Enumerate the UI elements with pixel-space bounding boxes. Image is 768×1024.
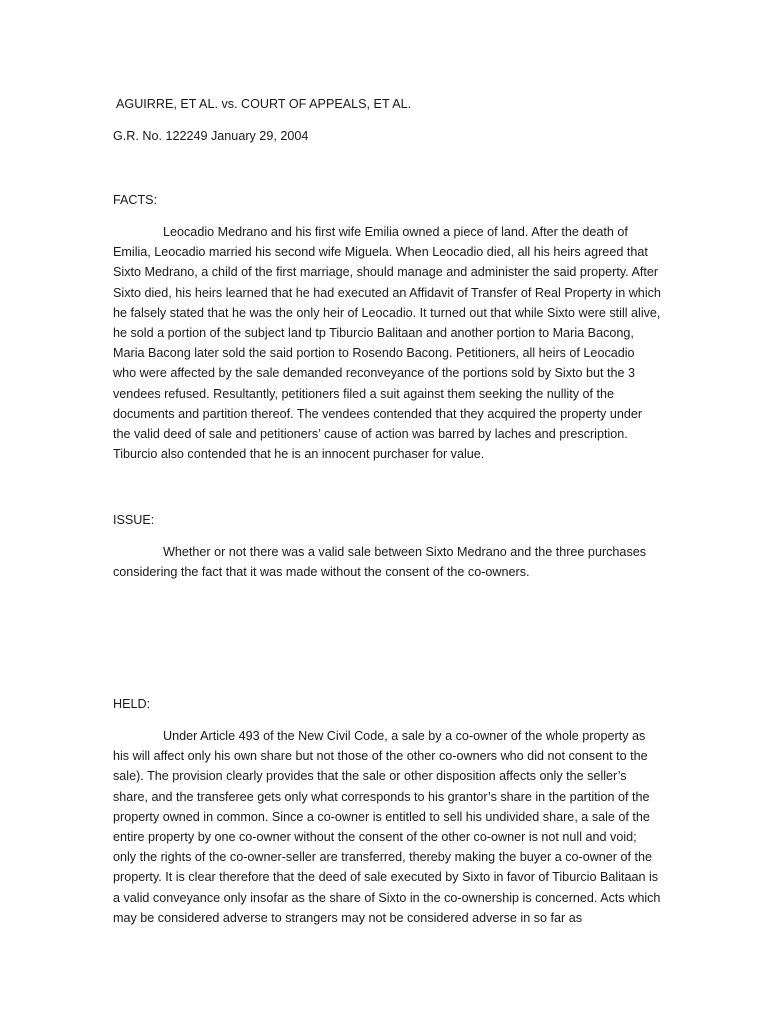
held-heading: HELD: (113, 697, 151, 711)
facts-heading: FACTS: (113, 193, 158, 207)
held-paragraph: Under Article 493 of the New Civil Code, a sale by a co-owner of the whole property as his will affect only his own share but not those of the other co-owners who did not consent to the sale). The provision clearly provides that the sale or other disposition affects only the seller’s share, and the transferee gets only what corresponds to his grantor’s share in the partition of the property owned in common. Since a co-owner is entitled to sell his undivided share, a sale of the entire property by one co-owner without the consent of the other co-owner is not null and void; only the rights of the co-owner-seller are transferred, thereby making the buyer a co-owner of the property. It is clear therefore that the deed of sale executed by Sixto in favor of Tiburcio Balitaan is a valid conveyance only insofar as the share of Sixto in the co-ownership is concerned. Acts which may be considered adverse to strangers may not be considered adverse in so far as (113, 729, 661, 925)
issue-paragraph: Whether or not there was a valid sale between Sixto Medrano and the three purchases considering the fact that it was made without the consent of the co-owners. (113, 545, 647, 580)
issue-heading: ISSUE: (113, 513, 155, 527)
case-title: AGUIRRE, ET AL. vs. COURT OF APPEALS, ET AL. (116, 97, 412, 111)
gr-number: G.R. No. 122249 January 29, 2004 (113, 129, 309, 143)
facts-paragraph: Leocadio Medrano and his first wife Emilia owned a piece of land. After the death of Emilia, Leocadio married his second wife Miguela. When Leocadio died, all his heirs agreed that Sixto Medrano, a child of the first marriage, should manage and administer the said property. After Sixto died, his heirs learned that he had executed an Affidavit of Transfer of Real Property in which he falsely stated that he was the only heir of Leocadio. It turned out that while Sixto were still alive, he sold a portion of the subject land tp Tiburcio Balitaan and another portion to Maria Bacong, Maria Bacong later sold the said portion to Rosendo Bacong. Petitioners, all heirs of Leocadio who were affected by the sale demanded reconveyance of the portions sold by Sixto but the 3 vendees refused. Resultantly, petitioners filed a suit against them seeking the nullity of the documents and partition thereof. The vendees contended that they acquired the property under the valid deed of sale and petitioners’ cause of action was barred by laches and prescription. Tiburcio also contended that he is an innocent purchaser for value. (113, 225, 661, 462)
